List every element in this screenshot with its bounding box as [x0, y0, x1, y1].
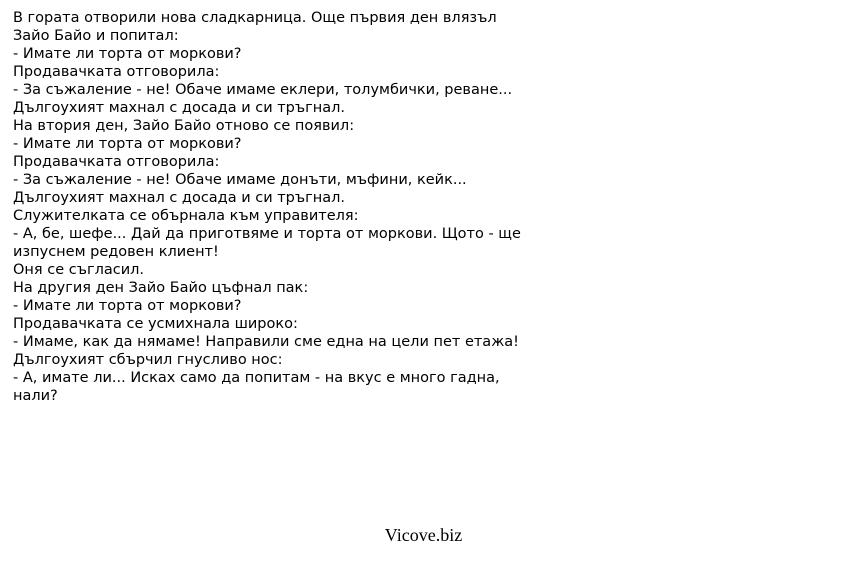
joke-text — [13, 9, 573, 405]
joke-line: - Имате ли торта от моркови? — [13, 46, 242, 62]
joke-line: На втория ден, Зайо Байо отново се появил: — [13, 118, 355, 134]
joke-line: Продавачката се усмихнала широко: — [13, 316, 298, 332]
joke-line: Продавачката отговорила: — [13, 154, 220, 170]
joke-line: Зайо Байо и попитал: — [13, 28, 179, 44]
joke-line: Служителката се обърнала към управителя: — [13, 208, 359, 224]
joke-line: - Имате ли торта от моркови? — [13, 136, 242, 152]
joke-line: - Имаме, как да нямаме! Направили сме една на цели пет етажа! — [13, 334, 519, 350]
joke-line: Дългоухият махнал с досада и си тръгнал. — [13, 100, 345, 116]
joke-line: нали? — [13, 388, 58, 404]
joke-line: На другия ден Зайо Байо цъфнал пак: — [13, 280, 309, 296]
joke-line: - Имате ли торта от моркови? — [13, 298, 242, 314]
joke-line: В гората отворили нова сладкарница. Още първия ден влязъл — [13, 10, 497, 26]
joke-line: Дългоухият сбърчил гнусливо нос: — [13, 352, 283, 368]
joke-line: Оня се съгласил. — [13, 262, 144, 278]
joke-line: Дългоухият махнал с досада и си тръгнал. — [13, 190, 345, 206]
joke-line: - А, имате ли... Исках само да попитам - на вкус е много гадна, — [13, 370, 500, 386]
joke-line: изпуснем редовен клиент! — [13, 244, 219, 260]
joke-line: - За съжаление - не! Обаче имаме еклери, толумбички, реване... — [13, 82, 513, 98]
site-watermark: Vicove.biz — [384, 525, 463, 545]
joke-line: Продавачката отговорила: — [13, 64, 220, 80]
joke-line: - За съжаление - не! Обаче имаме донъти, мъфини, кейк... — [13, 172, 467, 188]
joke-line: - А, бе, шефе... Дай да приготвяме и торта от моркови. Щото - ще — [13, 226, 521, 242]
